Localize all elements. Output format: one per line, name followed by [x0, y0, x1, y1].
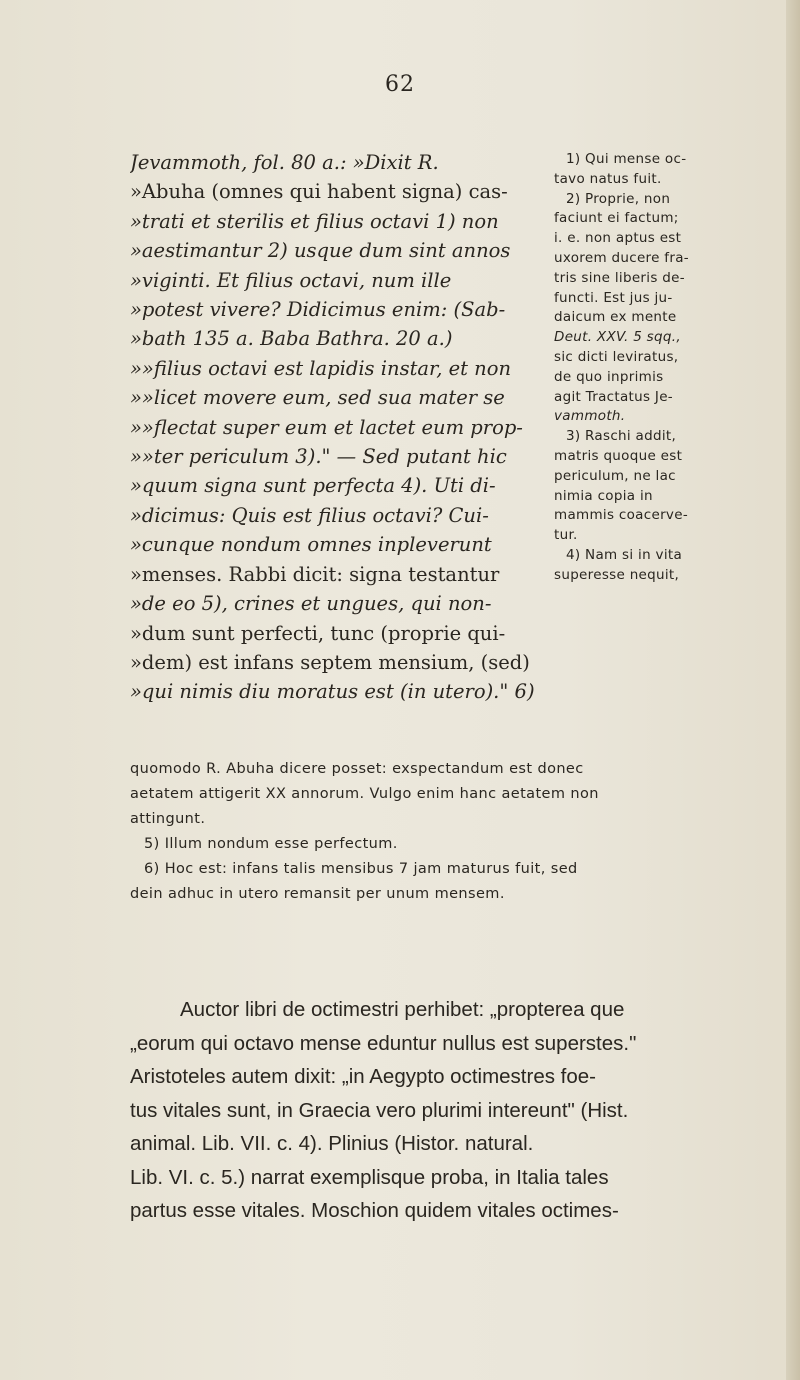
main-text-line: »»ter periculum 3)." — Sed putant hic	[130, 445, 507, 469]
side-note-line: faciunt ei factum;	[554, 210, 679, 227]
side-note-line: periculum, ne lac	[554, 467, 676, 484]
side-note-line: Deut. XXV. 5 sqq.,	[554, 329, 681, 346]
footnote-line: attingunt.	[130, 811, 206, 827]
main-text-line: »bath 135 a. Baba Bathra. 20 a.)	[130, 327, 453, 351]
main-text-line: »Abuha (omnes qui habent signa) cas-	[130, 180, 508, 204]
main-text-line: »dicimus: Quis est filius octavi? Cui-	[130, 503, 489, 527]
side-note-line: mammis coacerve-	[554, 507, 688, 524]
body-text-line: tus vitales sunt, in Graecia vero plurimi intereunt" (Hist.	[130, 1098, 629, 1122]
main-text-column	[130, 148, 542, 707]
page-edge	[786, 0, 800, 1380]
main-text-line: »»filius octavi est lapidis instar, et non	[130, 356, 512, 380]
main-text-line: »menses. Rabbi dicit: signa testantur	[130, 562, 500, 586]
side-note-line: 1) Qui mense oc-	[566, 151, 687, 167]
main-text-line: »viginti. Et filius octavi, num ille	[130, 268, 452, 292]
side-note-line: tris sine liberis de-	[554, 269, 685, 286]
side-note-line: vammoth.	[554, 408, 626, 425]
main-text-line: »»licet movere eum, sed sua mater se	[130, 386, 505, 410]
body-text-line: Auctor libri de octimestri perhibet: „propterea que	[180, 998, 625, 1021]
body-text-line: partus esse vitales. Moschion quidem vitales octimes-	[130, 1199, 619, 1222]
main-text-line: »potest vivere? Didicimus enim: (Sab-	[130, 298, 506, 322]
main-text-line: »»flectat super eum et lactet eum prop-	[130, 415, 523, 439]
main-text-line: »dem) est infans septem mensium, (sed)	[130, 650, 530, 674]
page-number: 62	[385, 72, 415, 97]
side-note-line: agit Tractatus Je-	[554, 388, 673, 405]
side-note-line: uxorem ducere fra-	[554, 249, 689, 266]
main-text-line: »aestimantur 2) usque dum sint annos	[130, 239, 511, 263]
side-note-line: matris quoque est	[554, 447, 683, 464]
body-text-line: Aristoteles autem dixit: „in Aegypto octimestres foe-	[130, 1065, 597, 1088]
side-note-line: tavo natus fuit.	[554, 170, 662, 187]
main-text-line: »dum sunt perfecti, tunc (proprie qui-	[130, 621, 506, 645]
side-note-line: 4) Nam si in vita	[566, 546, 683, 563]
footnote-line: 5) Illum nondum esse perfectum.	[144, 836, 398, 852]
side-notes-column	[554, 150, 726, 586]
footnote-line: 6) Hoc est: infans talis mensibus 7 jam maturus fuit, sed	[144, 861, 578, 877]
side-note-line: superesse nequit,	[554, 566, 680, 583]
side-note-line: daicum ex mente	[554, 309, 677, 326]
main-text-line: »qui nimis diu moratus est (in utero)." 6)	[130, 680, 535, 704]
footnote-line: aetatem attigerit XX annorum. Vulgo enim hanc aetatem non	[130, 786, 599, 802]
side-note-line: i. e. non aptus est	[554, 230, 682, 247]
side-note-line: 3) Raschi addit,	[566, 428, 677, 445]
footnotes	[130, 757, 730, 907]
main-text-line: »de eo 5), crines et ungues, qui non-	[130, 592, 492, 616]
footnote-line: dein adhuc in utero remansit per unum mensem.	[130, 886, 505, 902]
main-text-line: »quum signa sunt perfecta 4). Uti di-	[130, 474, 496, 498]
side-note-line: sic dicti leviratus,	[554, 348, 679, 365]
main-text-line: »cunque nondum omnes inpleverunt	[130, 533, 492, 557]
main-text-line: »trati et sterilis et filius octavi 1) non	[130, 209, 499, 233]
side-note-line: 2) Proprie, non	[566, 190, 671, 207]
footnote-line: quomodo R. Abuha dicere posset: exspectandum est donec	[130, 761, 584, 777]
body-text-line: „eorum qui octavo mense eduntur nullus est superstes."	[130, 1031, 637, 1055]
main-text-line: Jevammoth, fol. 80 a.: »Dixit R.	[130, 151, 439, 174]
side-note-line: tur.	[554, 527, 578, 544]
side-note-line: functi. Est jus ju-	[554, 289, 673, 306]
body-text-line: Lib. VI. c. 5.) narrat exemplisque proba, in Italia tales	[130, 1165, 609, 1189]
lower-paragraph	[130, 993, 730, 1228]
side-note-line: de quo inprimis	[554, 368, 664, 385]
body-text-line: animal. Lib. VII. c. 4). Plinius (Histor. natural.	[130, 1132, 534, 1155]
side-note-line: nimia copia in	[554, 487, 653, 504]
